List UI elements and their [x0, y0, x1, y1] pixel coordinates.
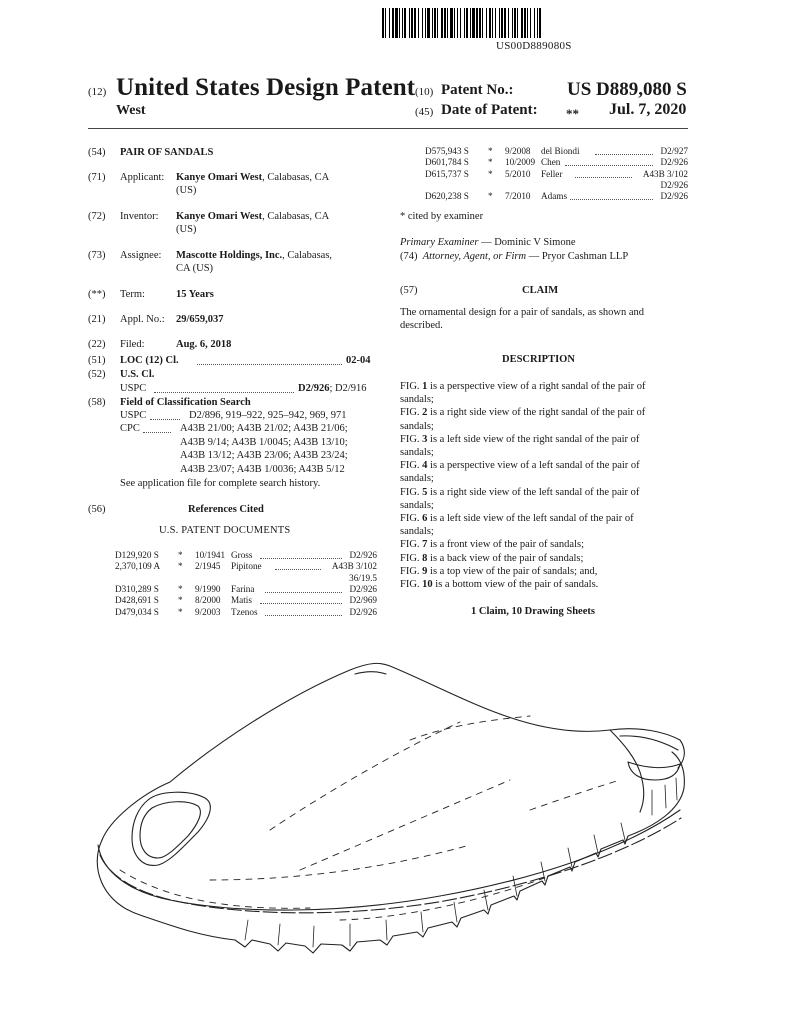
f51-code: (51) — [88, 355, 106, 366]
leader-dots — [265, 615, 342, 616]
reference-row-continued — [425, 180, 688, 191]
loc-label: LOC (12) Cl. — [120, 355, 179, 366]
search-uspc-label: USPC — [120, 410, 147, 421]
leader-dots — [575, 177, 632, 178]
figure-prefix: FIG. — [400, 513, 423, 524]
attorney-label: Attorney, Agent, or Firm — [422, 251, 527, 262]
reference-number: D310,289 S — [115, 583, 159, 594]
date-marker: ** — [566, 106, 579, 121]
figure-prefix: FIG. — [400, 552, 423, 564]
reference-star: * — [488, 191, 493, 202]
figure-prefix: FIG. — [400, 579, 423, 590]
figure-number: 7 — [422, 539, 428, 551]
barcode-number: US00D889080S — [496, 40, 572, 52]
figure-prefix: FIG. — [400, 565, 423, 577]
reference-number: D428,691 S — [115, 595, 159, 606]
figure-number: 6 — [422, 513, 428, 524]
reference-star: * — [178, 606, 183, 617]
loc-value: 02-04 — [346, 355, 371, 366]
search-cpc-label: CPC — [120, 423, 140, 434]
attorney-name: — Pryor Cashman LLP — [526, 251, 629, 262]
f71-code: (71) — [88, 172, 106, 183]
leader-dots — [275, 569, 321, 570]
reference-inventor: del Biondi — [541, 146, 580, 156]
figure-description — [400, 565, 597, 578]
reference-row — [425, 146, 688, 157]
header-divider — [88, 128, 688, 129]
f74-code: (74) — [400, 251, 418, 262]
reference-star: * — [488, 157, 493, 168]
reference-number: D575,943 S — [425, 146, 469, 156]
barcode-bar — [541, 8, 543, 38]
figure-text: is a top view of the pair of sandals; and, — [427, 565, 598, 577]
uspc-label: USPC — [120, 383, 147, 394]
description-heading: DESCRIPTION — [502, 354, 575, 365]
f72-code: (72) — [88, 211, 106, 222]
leader-dots — [595, 154, 653, 155]
applicant-country: (US) — [176, 185, 197, 196]
reference-inventor: Gross — [231, 550, 253, 560]
reference-row — [115, 584, 377, 595]
reference-number: D479,034 S — [115, 606, 159, 617]
title-of-design: PAIR OF SANDALS — [120, 147, 214, 158]
reference-row — [115, 595, 377, 606]
term-label: Term: — [120, 289, 145, 300]
heel-slot — [628, 762, 680, 780]
reference-inventor: Pipitone — [231, 561, 262, 572]
code-45: (45) — [415, 106, 434, 118]
inventor-location: , Calabasas, CA — [262, 211, 330, 222]
reference-date: 10/2009 — [505, 157, 536, 168]
figure-prefix: FIG. — [400, 433, 423, 445]
reference-row — [425, 169, 688, 180]
leader-dots — [143, 432, 171, 433]
f57-code: (57) — [400, 285, 418, 296]
filed-date: Aug. 6, 2018 — [176, 339, 232, 350]
reference-inventor: Farina — [231, 583, 255, 594]
f58-code: (58) — [88, 397, 106, 408]
assignee-name: Mascotte Holdings, Inc. — [176, 250, 283, 261]
field-of-search-label: Field of Classification Search — [120, 397, 251, 408]
figure-text-continued: sandals; — [400, 499, 434, 511]
references-cited-heading: References Cited — [188, 504, 264, 515]
inventor — [176, 210, 329, 223]
reference-date: 9/2008 — [505, 146, 531, 156]
claim-text-line-1: The ornamental design for a pair of sandals, as shown and — [400, 307, 645, 318]
figure-prefix: FIG. — [400, 486, 423, 498]
inventor-label: Inventor: — [120, 211, 159, 222]
reference-row — [115, 561, 377, 572]
leader-dots — [197, 364, 342, 365]
leader-dots — [265, 592, 342, 593]
figure-description — [400, 380, 646, 393]
reference-date: 5/2010 — [505, 168, 531, 179]
reference-row — [425, 191, 688, 202]
reference-class: A43B 3/102 — [642, 168, 688, 179]
reference-row-continued — [115, 573, 377, 584]
appl-no: 29/659,037 — [176, 314, 224, 325]
leader-dots — [154, 392, 294, 393]
figure-number: 9 — [422, 565, 428, 577]
figure-text: is a bottom view of the pair of sandals. — [432, 579, 599, 590]
claims-summary: 1 Claim, 10 Drawing Sheets — [471, 606, 595, 617]
figure-text: is a right side view of the left sandal of the pair of — [427, 486, 640, 498]
claim-text-line-2: described. — [400, 320, 443, 331]
us-cl-label: U.S. Cl. — [120, 369, 155, 380]
f54-code: (54) — [88, 147, 106, 158]
figure-text-continued: sandals; — [400, 394, 434, 406]
reference-inventor: Adams — [541, 191, 568, 202]
figure-text: is a perspective view of a left sandal of the pair of — [427, 460, 640, 472]
reference-class: D2/926 — [660, 191, 688, 202]
f56-code: (56) — [88, 504, 106, 515]
reference-star: * — [488, 146, 493, 156]
inventor-surname: West — [116, 103, 146, 118]
reference-number: D129,920 S — [115, 550, 159, 560]
reference-inventor: Chen — [541, 157, 561, 168]
figure-text: is a right side view of the right sandal of the pair of — [427, 407, 646, 419]
reference-star: * — [178, 550, 183, 560]
barcode — [382, 8, 690, 38]
toe-opening — [132, 792, 210, 865]
reference-inventor: Matis — [231, 595, 252, 606]
reference-class-secondary: D2/926 — [660, 179, 688, 190]
leader-dots — [260, 603, 342, 604]
figure-description — [400, 486, 639, 499]
primary-examiner — [400, 236, 576, 249]
midsole-line — [98, 810, 680, 910]
document-title: United States Design Patent — [116, 74, 416, 101]
figure-description — [400, 433, 639, 446]
reference-star: * — [178, 595, 183, 606]
us-cl-primary: D2/926 — [298, 383, 330, 394]
reference-number: D601,784 S — [425, 157, 469, 168]
us-cl-value — [298, 382, 367, 395]
reference-class: D2/926 — [349, 606, 377, 617]
figure-text: is a left side view of the left sandal of the pair of — [427, 513, 634, 524]
f73-code: (73) — [88, 250, 106, 261]
figure-prefix: FIG. — [400, 407, 423, 419]
patent-number: US D889,080 S — [567, 79, 687, 100]
reference-class: A43B 3/102 — [331, 561, 377, 572]
figure-description — [400, 552, 583, 565]
reference-number: 2,370,109 A — [115, 561, 161, 572]
leader-dots — [565, 165, 653, 166]
leader-dots — [260, 558, 342, 559]
figure-description — [400, 406, 645, 419]
heel-cup — [610, 730, 644, 812]
reference-inventor: Tzenos — [231, 606, 258, 617]
reference-row — [115, 607, 377, 618]
code-10: (10) — [415, 86, 434, 98]
figure-description — [400, 459, 640, 472]
figure-text-continued: sandals; — [400, 526, 434, 538]
reference-date: 2/1945 — [195, 561, 221, 572]
figure-number: 2 — [422, 407, 428, 419]
search-history-note: See application file for complete search history. — [120, 478, 321, 489]
figure-text-continued: sandals; — [400, 420, 434, 432]
inventor-country: (US) — [176, 224, 197, 235]
reference-star: * — [178, 561, 183, 572]
code-12: (12) — [88, 86, 107, 98]
reference-inventor: Feller — [541, 168, 563, 179]
search-cpc-3: A43B 13/12; A43B 23/06; A43B 23/24; — [180, 450, 348, 461]
figure-number: 8 — [422, 552, 428, 564]
reference-class: D2/969 — [349, 595, 377, 606]
figure-number: 5 — [422, 486, 428, 498]
figure-prefix: FIG. — [400, 460, 423, 472]
attorney — [400, 250, 628, 263]
examiner-label: Primary Examiner — [400, 237, 479, 248]
leader-dots — [150, 419, 180, 420]
cited-by-examiner: * cited by examiner — [400, 211, 484, 222]
assignee — [176, 249, 332, 262]
upper-strap — [102, 663, 684, 840]
us-patent-documents-heading: U.S. PATENT DOCUMENTS — [159, 525, 291, 536]
reference-class: D2/926 — [349, 550, 377, 560]
assignee-label: Assignee: — [120, 250, 162, 261]
figure-prefix: FIG. — [400, 539, 423, 551]
assignee-location: , Calabasas, — [282, 250, 333, 261]
assignee-country: CA (US) — [176, 263, 214, 274]
claim-heading: CLAIM — [522, 285, 559, 296]
inventor-name: Kanye Omari West — [176, 211, 263, 222]
applicant-label: Applicant: — [120, 172, 165, 183]
reference-row — [425, 157, 688, 168]
applicant-name: Kanye Omari West — [176, 172, 263, 183]
reference-date: 8/2000 — [195, 595, 221, 606]
reference-star: * — [178, 583, 183, 594]
reference-date: 9/1990 — [195, 583, 221, 594]
figure-text-continued: sandals; — [400, 447, 434, 458]
figure-number: 10 — [422, 579, 433, 590]
figure-description — [400, 538, 584, 551]
search-cpc-1: A43B 21/00; A43B 21/02; A43B 21/06; — [180, 423, 348, 434]
date-label: Date of Patent: — [441, 102, 538, 118]
us-cl-secondary: ; D2/916 — [329, 383, 367, 394]
reference-number: D615,737 S — [425, 168, 469, 179]
figure-text: is a left side view of the right sandal of the pair of — [427, 433, 640, 445]
reference-date: 7/2010 — [505, 191, 531, 202]
figure-number: 1 — [422, 381, 428, 392]
f52-code: (52) — [88, 369, 106, 380]
reference-class: D2/926 — [349, 583, 377, 594]
sole-outline — [97, 752, 684, 953]
sandal-drawing — [80, 640, 700, 1000]
figure-text: is a back view of the pair of sandals; — [427, 552, 584, 564]
figure-description — [400, 578, 598, 591]
search-cpc-4: A43B 23/07; A43B 1/0036; A43B 5/12 — [180, 464, 345, 475]
reference-star: * — [488, 168, 493, 179]
reference-class: D2/926 — [660, 157, 688, 168]
reference-class-secondary: 36/19.5 — [349, 572, 377, 583]
patent-no-label: Patent No.: — [441, 82, 514, 98]
reference-class: D2/927 — [660, 146, 688, 156]
figure-description — [400, 512, 634, 525]
figure-text: is a perspective view of a right sandal of the pair of — [427, 381, 646, 392]
patent-date: Jul. 7, 2020 — [609, 101, 687, 118]
filed-label: Filed: — [120, 339, 145, 350]
figure-number: 4 — [422, 460, 428, 472]
applicant — [176, 171, 329, 184]
figure-number: 3 — [422, 433, 428, 445]
reference-date: 9/2003 — [195, 606, 221, 617]
reference-row — [115, 550, 377, 561]
f22-code: (22) — [88, 339, 106, 350]
applicant-location: , Calabasas, CA — [262, 172, 330, 183]
term-code: (**) — [88, 289, 106, 300]
reference-date: 10/1941 — [195, 550, 226, 560]
figure-text: is a front view of the pair of sandals; — [427, 539, 585, 551]
f21-code: (21) — [88, 314, 106, 325]
figure-text-continued: sandals; — [400, 473, 434, 485]
search-uspc: D2/896, 919–922, 925–942, 969, 971 — [189, 410, 347, 421]
leader-dots — [570, 199, 653, 200]
reference-number: D620,238 S — [425, 191, 469, 202]
search-cpc-2: A43B 9/14; A43B 1/0045; A43B 13/10; — [180, 437, 348, 448]
examiner-name: — Dominic V Simone — [478, 237, 576, 248]
term-value: 15 Years — [176, 289, 214, 300]
figure-prefix: FIG. — [400, 381, 423, 392]
appl-no-label: Appl. No.: — [120, 314, 165, 325]
